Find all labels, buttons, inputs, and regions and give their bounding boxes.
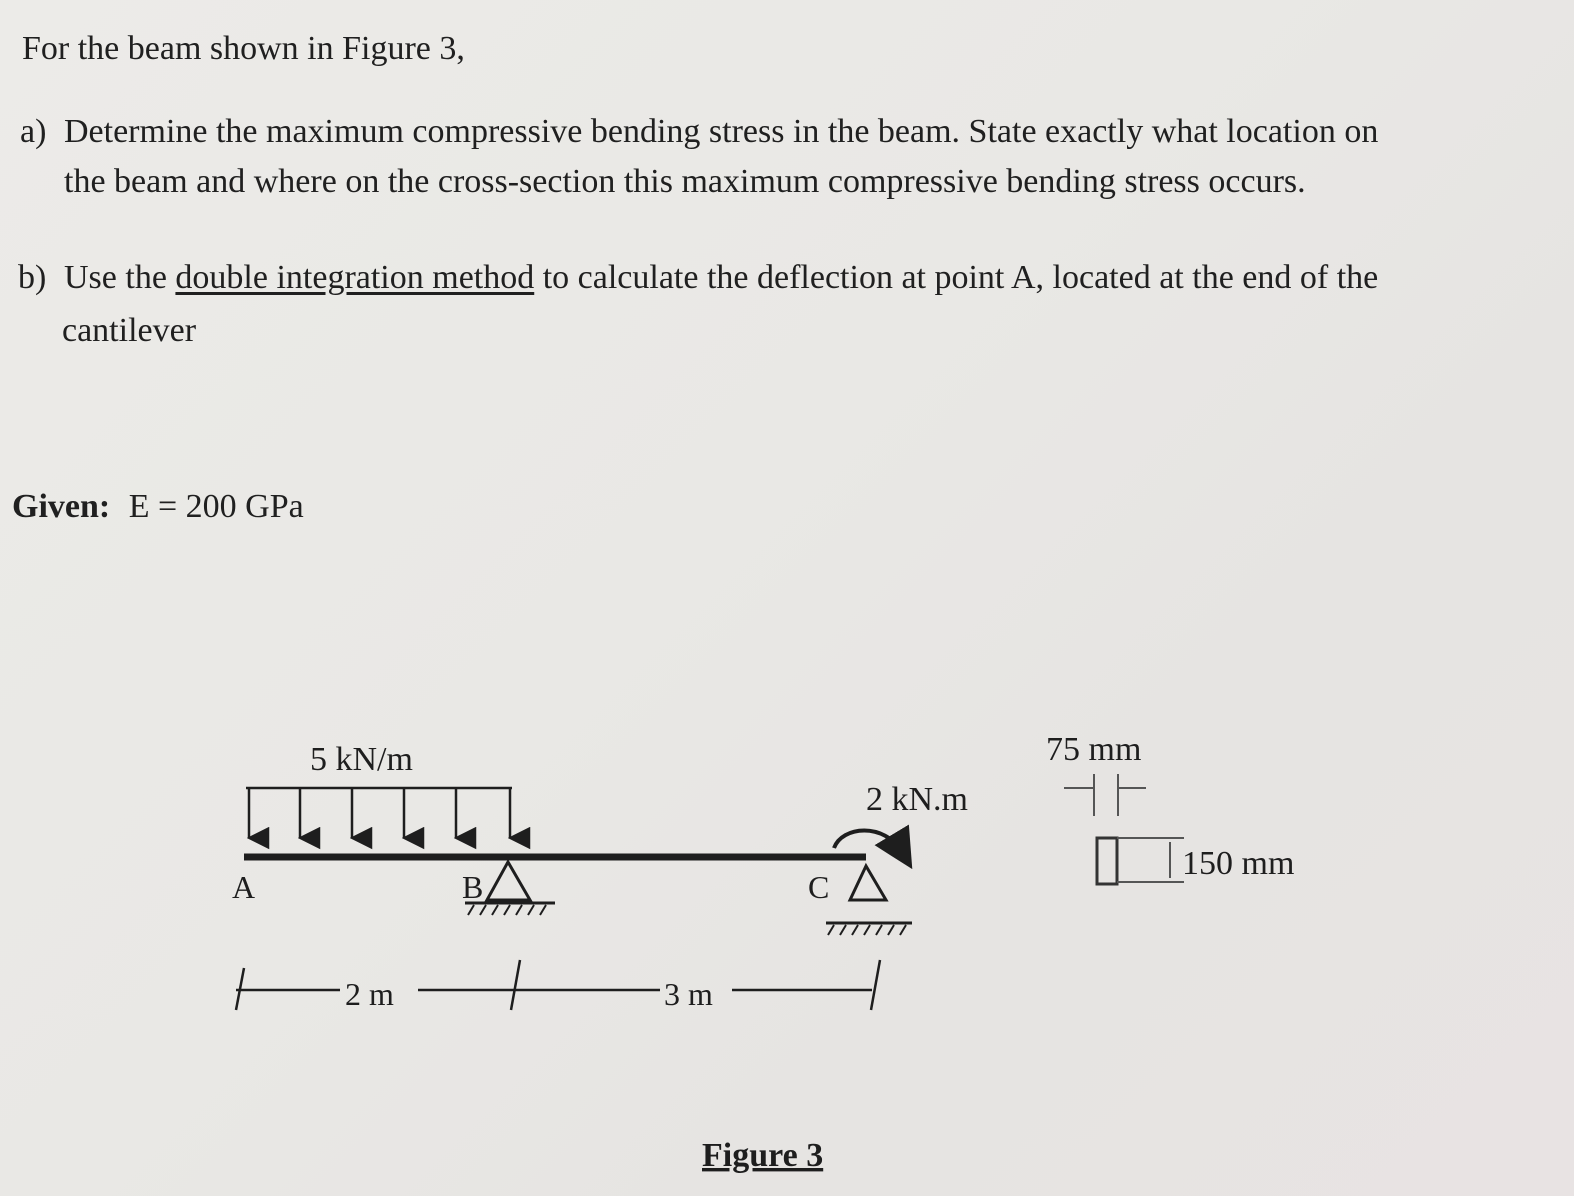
dim-tick-b xyxy=(511,960,520,1010)
part-a-line1: Determine the maximum compressive bending stress in the beam. State exactly what location on xyxy=(64,113,1379,150)
part-b-suffix: to calculate the deflection at point A, located at the end of the xyxy=(542,259,1379,296)
part-b-line2: cantilever xyxy=(62,312,197,349)
section-width-dimension xyxy=(1064,774,1146,816)
given-label: Given: xyxy=(12,488,111,525)
cross-section-rectangle xyxy=(1097,838,1117,884)
section-height-dimension xyxy=(1117,838,1184,882)
support-c-triangle xyxy=(850,866,886,900)
dimension-line xyxy=(236,960,880,1010)
point-b-label: B xyxy=(462,869,484,905)
support-b-triangle xyxy=(487,862,530,900)
support-c xyxy=(826,866,912,935)
point-c-label: C xyxy=(808,869,830,905)
support-b-hatch xyxy=(468,905,546,915)
distributed-load-arrows xyxy=(246,788,512,838)
distributed-load-label: 5 kN/m xyxy=(310,741,413,778)
part-b-label: b) xyxy=(18,259,47,296)
figure-caption: Figure 3 xyxy=(702,1137,824,1174)
support-c-hatch xyxy=(828,925,906,935)
moment-arrow xyxy=(834,831,902,853)
intro-text: For the beam shown in Figure 3, xyxy=(22,30,465,67)
double-integration-method: double integration method xyxy=(175,259,535,296)
span-1-label: 2 m xyxy=(345,976,394,1012)
point-a-label: A xyxy=(232,869,256,905)
section-height-label: 150 mm xyxy=(1182,845,1295,882)
moment-label: 2 kN.m xyxy=(866,781,968,818)
part-a-line2: the beam and where on the cross-section this maximum compressive bending stress occurs. xyxy=(64,163,1306,200)
section-width-label: 75 mm xyxy=(1046,731,1142,768)
given-value: E = 200 GPa xyxy=(128,488,304,525)
part-a-label: a) xyxy=(20,113,47,150)
part-b-prefix: Use the xyxy=(64,259,167,296)
dim-tick-c xyxy=(871,960,880,1010)
span-2-label: 3 m xyxy=(664,976,713,1012)
